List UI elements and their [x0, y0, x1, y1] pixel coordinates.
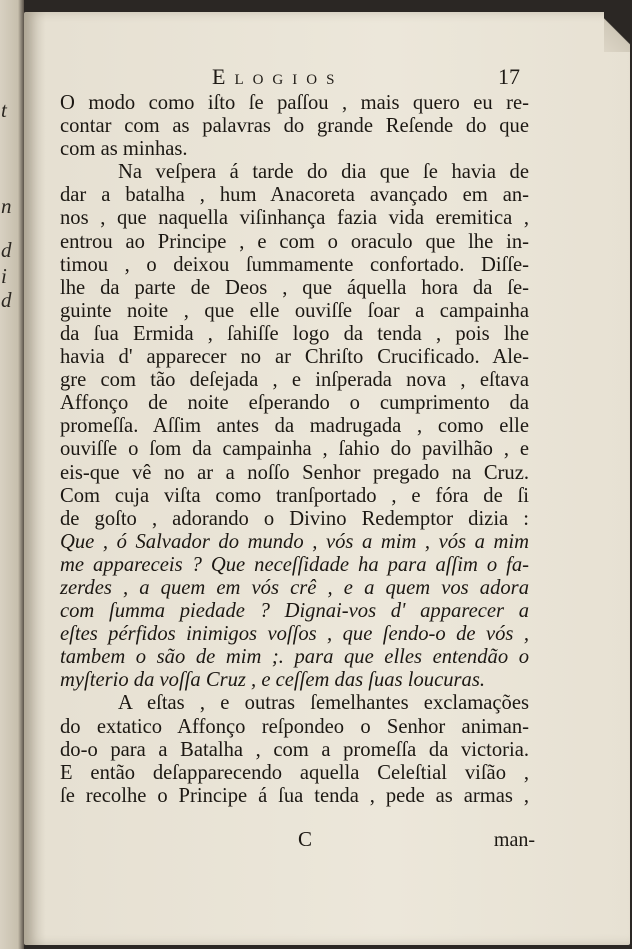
text-line: tambem o são de mim ;. para que elles entendão o — [60, 646, 529, 669]
text-line: E então deſapparecendo aquella Celeſtial viſão , — [60, 761, 529, 784]
text-line: havia d' apparecer no ar Chriſto Crucificado. Ale- — [60, 346, 529, 369]
running-title: Elogios — [212, 64, 344, 89]
text-line: contar com as palavras do grande Reſende do que — [60, 115, 529, 138]
text-line: eſtes pérfidos inimigos voſſos , que ſendo-o de vós , — [60, 623, 529, 646]
text-line: do extatico Affonço reſpondeo o Senhor animan- — [60, 715, 529, 738]
text-line: eis-que vê no ar a noſſo Senhor pregado na Cruz. — [60, 461, 529, 484]
text-line: do-o para a Batalha , com a promeſſa da victoria. — [60, 738, 529, 761]
body-text — [60, 92, 529, 808]
folded-corner — [604, 12, 630, 52]
text-line: entrou ao Principe , e com o oraculo que lhe in- — [60, 230, 529, 253]
text-line: O modo como iſto ſe paſſou , mais quero eu re- — [60, 92, 529, 114]
text-line: com ſumma piedade ? Dignai-vos d' apparecer a — [60, 600, 529, 623]
text-line: zerdes , a quem em vós crê , e a quem vos adora — [60, 576, 529, 599]
text-line: lhe da parte de Deos , que áquella hora da ſe- — [60, 276, 529, 299]
margin-fragment: d — [1, 238, 12, 262]
text-line: gre com tão deſejada , e inſperada nova , eſtava — [60, 369, 529, 392]
text-line: me appareceis ? Que neceſſidade ha para aſſim o fa- — [60, 553, 529, 576]
text-line: Affonço de noite eſperando o cumprimento da — [60, 392, 529, 415]
margin-fragment: i — [1, 264, 7, 288]
text-line: myſterio da voſſa Cruz , e ceſſem das ſuas loucuras. — [60, 669, 485, 692]
margin-fragment: d — [1, 288, 12, 312]
signature-mark: C — [298, 827, 313, 851]
text-line: Que , ó Salvador do mundo , vós a mim , vós a mim — [60, 530, 529, 553]
page-number: 17 — [498, 64, 520, 89]
text-line: ſe recolhe o Principe á ſua tenda , pede as armas , — [60, 784, 529, 807]
text-line: Com cuja viſta como tranſportado , e fóra de ſi — [60, 484, 529, 507]
text-line: A eſtas , e outras ſemelhantes exclamações — [118, 692, 529, 715]
text-line: promeſſa. Aſſim antes da madrugada , como elle — [60, 415, 529, 438]
text-line: com as minhas. — [60, 138, 188, 161]
previous-page-margin — [0, 0, 24, 949]
margin-fragment: t — [1, 98, 7, 122]
text-line: Na veſpera á tarde do dia que ſe havia de — [118, 161, 529, 184]
text-line: de goſto , adorando o Divino Redemptor dizia : — [60, 507, 529, 530]
text-line: guinte noite , que elle ouviſſe ſoar a campainha — [60, 299, 529, 322]
text-line: timou , o deixou ſummamente confortado. Diſſe- — [60, 253, 529, 276]
text-line: ouviſſe o ſom da campainha , ſahio do pavilhão , e — [60, 438, 529, 461]
text-line: da ſua Ermida , ſahiſſe logo da tenda , pois lhe — [60, 322, 529, 345]
text-line: nos , que naquella viſinhança fazia vida eremitica , — [60, 207, 529, 230]
text-line: dar a batalha , hum Anacoreta avançado em an- — [60, 184, 529, 207]
page-header — [60, 64, 526, 94]
catchword: man- — [493, 829, 535, 851]
margin-fragment: n — [1, 194, 12, 218]
